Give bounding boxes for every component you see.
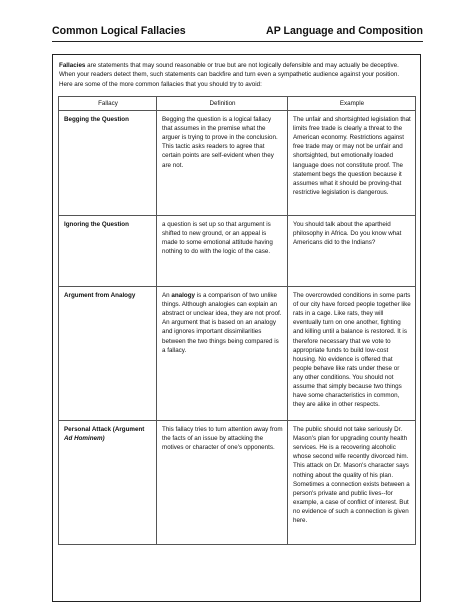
intro-paragraph [59, 61, 414, 89]
fallacy-name-italic: Ad Hominem) [64, 435, 105, 443]
fallacy-name: Argument from Analogy [59, 287, 157, 421]
table-row [59, 111, 416, 216]
fallacy-example: The unfair and shortsighted legislation that limits free trade is clearly a threat to the American economy. Restrictions against free trade may or may not be unfair and shortsighted, but emotionally loaded language does not constitute proof. The statement begs the question because it assumes what it should be proving-that restrictive legislation is dangerous. [288, 111, 416, 216]
content-box [52, 54, 421, 602]
fallacy-example: The overcrowded conditions in some parts of our city have forced people together like rats in a cage. Like rats, they will eventually turn on one another, fighting and killing until a balance is restored. It is therefore necessary that we vote to appropriate funds to build low-cost housing. No evidence is offered that people behave like rats under these or any other conditions. You should not assume that simply because two things have some characteristics in common, they are alike in other respects. [288, 287, 416, 421]
table-row [59, 421, 416, 545]
fallacy-definition [157, 287, 288, 421]
intro-text: are statements that may sound reasonable or true but are not logically defensible and may actually be deceptive. When your readers detect them, such statements can backfire and turn even a sympathetic audience against your position. Here are some of the more common fallacies that you should try to avoid: [59, 62, 400, 88]
document-title: Common Logical Fallacies [52, 25, 186, 37]
fallacy-name: Begging the Question [59, 111, 157, 216]
column-header-example: Example [288, 97, 416, 111]
column-header-definition: Definition [157, 97, 288, 111]
table-row [59, 216, 416, 287]
fallacy-name [59, 421, 157, 545]
fallacy-name: Ignoring the Question [59, 216, 157, 287]
fallacy-definition: Begging the question is a logical fallacy that assumes in the premise what the arguer is trying to prove in the conclusion. This tactic asks readers to agree that certain points are self-evident when they are not. [157, 111, 288, 216]
definition-text-pre: An [162, 292, 172, 300]
definition-text-post: is a comparison of two unlike things. Although analogies can explain an abstract or unclear idea, they are not proof. An argument that is based on an analogy and ignores important dissimilarities between the two things being compared is a fallacy. [162, 292, 282, 354]
fallacy-definition: This fallacy tries to turn attention away from the facts of an issue by attacking the motives or character of one's opponents. [157, 421, 288, 545]
page-header [52, 25, 423, 45]
table-header-row [59, 97, 416, 111]
course-title: AP Language and Composition [266, 25, 423, 37]
fallacy-definition: a question is set up so that argument is shifted to new ground, or an appeal is made to some emotional attitude having nothing to do with the logic of the case. [157, 216, 288, 287]
intro-lead: Fallacies [59, 62, 86, 69]
fallacy-example: The public should not take seriously Dr. Mason's plan for upgrading county health services. He is a recovering alcoholic whose second wife recently divorced him. This attack on Dr. Mason's character says nothing about the quality of his plan. Sometimes a connection exists between a person's private and public lives--for example, a case of conflict of interest. But no evidence of such a connection is given here. [288, 421, 416, 545]
fallacy-example: You should talk about the apartheid philosophy in Africa. Do you know what Americans did to the Indians? [288, 216, 416, 287]
fallacy-name-text: Personal Attack (Argument [64, 426, 145, 434]
column-header-fallacy: Fallacy [59, 97, 157, 111]
table-row [59, 287, 416, 421]
fallacies-table [58, 96, 416, 545]
definition-term: analogy [171, 292, 196, 300]
header-rule [52, 41, 423, 42]
